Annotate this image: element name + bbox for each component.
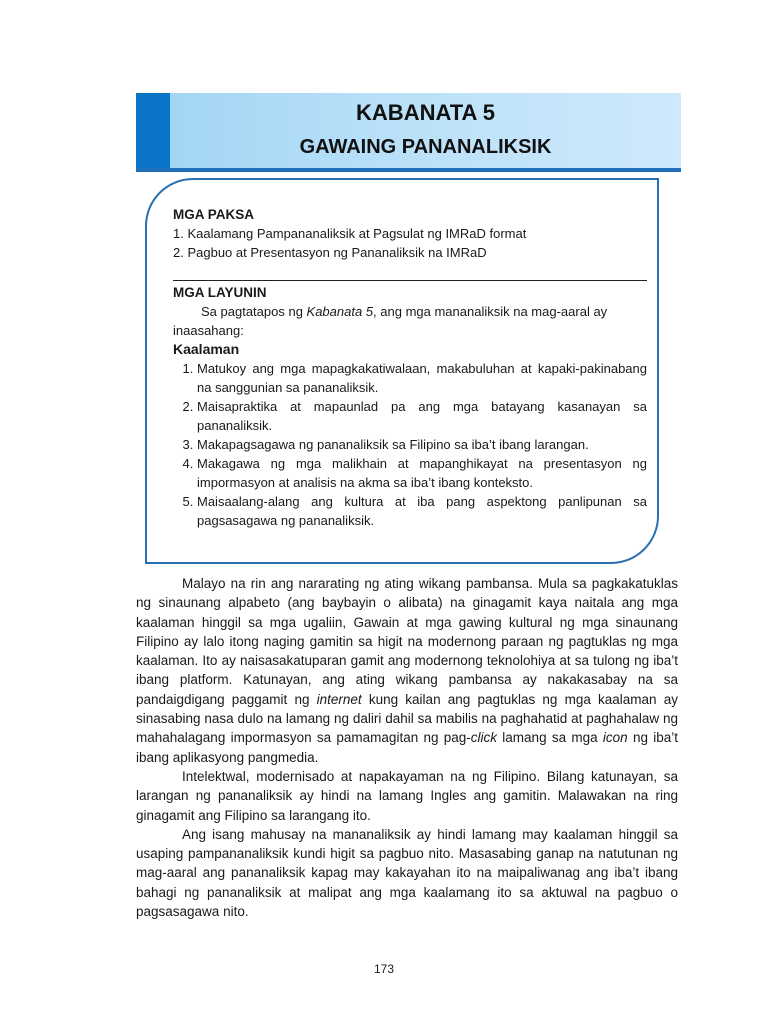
chapter-header-underline bbox=[136, 168, 681, 172]
topic-item: 2. Pagbuo at Presentasyon ng Pananaliksik na IMRaD bbox=[173, 245, 487, 260]
body-text bbox=[136, 574, 678, 921]
topic-item: 1. Kaalamang Pampananaliksik at Pagsulat ng IMRaD format bbox=[173, 226, 527, 241]
objectives-list bbox=[173, 359, 647, 530]
objectives-heading: MGA LAYUNIN bbox=[173, 285, 267, 300]
section-divider bbox=[173, 280, 647, 281]
chapter-title: GAWAING PANANALIKSIK bbox=[299, 136, 552, 158]
objective-item: 1. Matukoy ang mga mapagkakatiwalaan, makabuluhan at kapaki-pakinabang na sanggunian sa pananaliksik. bbox=[197, 359, 647, 397]
objective-item: 2. Maisapraktika at mapaunlad pa ang mga batayang kasanayan sa pananaliksik. bbox=[197, 397, 647, 435]
objective-item: 3. Makapagsagawa ng pananaliksik sa Filipino sa iba’t ibang larangan. bbox=[197, 435, 647, 454]
chapter-accent-bar bbox=[136, 93, 170, 168]
objective-item: 5. Maisaalang-alang ang kultura at iba pang aspektong panlipunan sa pagsasagawa ng pananaliksik. bbox=[197, 492, 647, 530]
knowledge-subheading: Kaalaman bbox=[173, 341, 240, 357]
topics-heading: MGA PAKSA bbox=[173, 207, 254, 222]
objectives-intro: Sa pagtatapos ng Kabanata 5, ang mga mananaliksik na mag-aaral ay inaasahang: bbox=[173, 304, 608, 338]
body-paragraph: Ang isang mahusay na mananaliksik ay hindi lamang may kaalaman hinggil sa usaping pampananaliksik kundi higit sa pagbuo nito. Masasabing ganap na natutunan ng mag-aaral ang pananaliksik kapag may kakayahan ito na maipaliwanag ang iba’t ibang bahagi ng pananaliksik at malipat ang mga kaalamang ito sa aktuwal na pagbuo o pagsasagawa nito. bbox=[136, 826, 678, 920]
page-number: 173 bbox=[373, 962, 395, 976]
objective-item: 4. Makagawa ng mga malikhain at mapanghikayat na presentasyon ng impormasyon at analisis na akma sa iba’t ibang konteksto. bbox=[197, 454, 647, 492]
body-paragraph: Intelektwal, modernisado at napakayaman na ng Filipino. Bilang katunayan, sa larangan ng pananaliksik ay hindi na lamang Ingles ang gamitin. Malawakan na ring ginagamit ang Filipino sa larangang ito. bbox=[136, 768, 678, 823]
body-paragraph: Malayo na rin ang nararating ng ating wikang pambansa. Mula sa pagkakatuklas ng sinaunang alpabeto (ang baybayin o alibata) na ginagamit kaya naitala ang mga kaalaman hinggil sa mga ugaliin, Gawain at mga gawing kultural ng mga sinaunang Filipino ay lalo itong naging gamitin sa higit na modernong paraan ng pagtuklas ng mga kaalaman. Ito ay naisasakatuparan gamit ang modernong teknolohiya at sa tulong ng iba’t ibang platform. Katunayan, ang ating wikang pambansa ay nakakasabay na sa pandaigdigang paggamit ng internet kung kailan ang pagtuklas ng mga kaalaman ay sinasabing nasa dulo na lamang ng daliri dahil sa mabilis na paghahatid at paghahalaw ng mahahalagang impormasyon sa pamamagitan ng pag-click lamang sa mga icon ng iba’t ibang aplikasyong pangmedia. bbox=[136, 576, 678, 765]
chapter-number: KABANATA 5 bbox=[356, 100, 495, 125]
topics-objectives-content bbox=[173, 205, 647, 530]
